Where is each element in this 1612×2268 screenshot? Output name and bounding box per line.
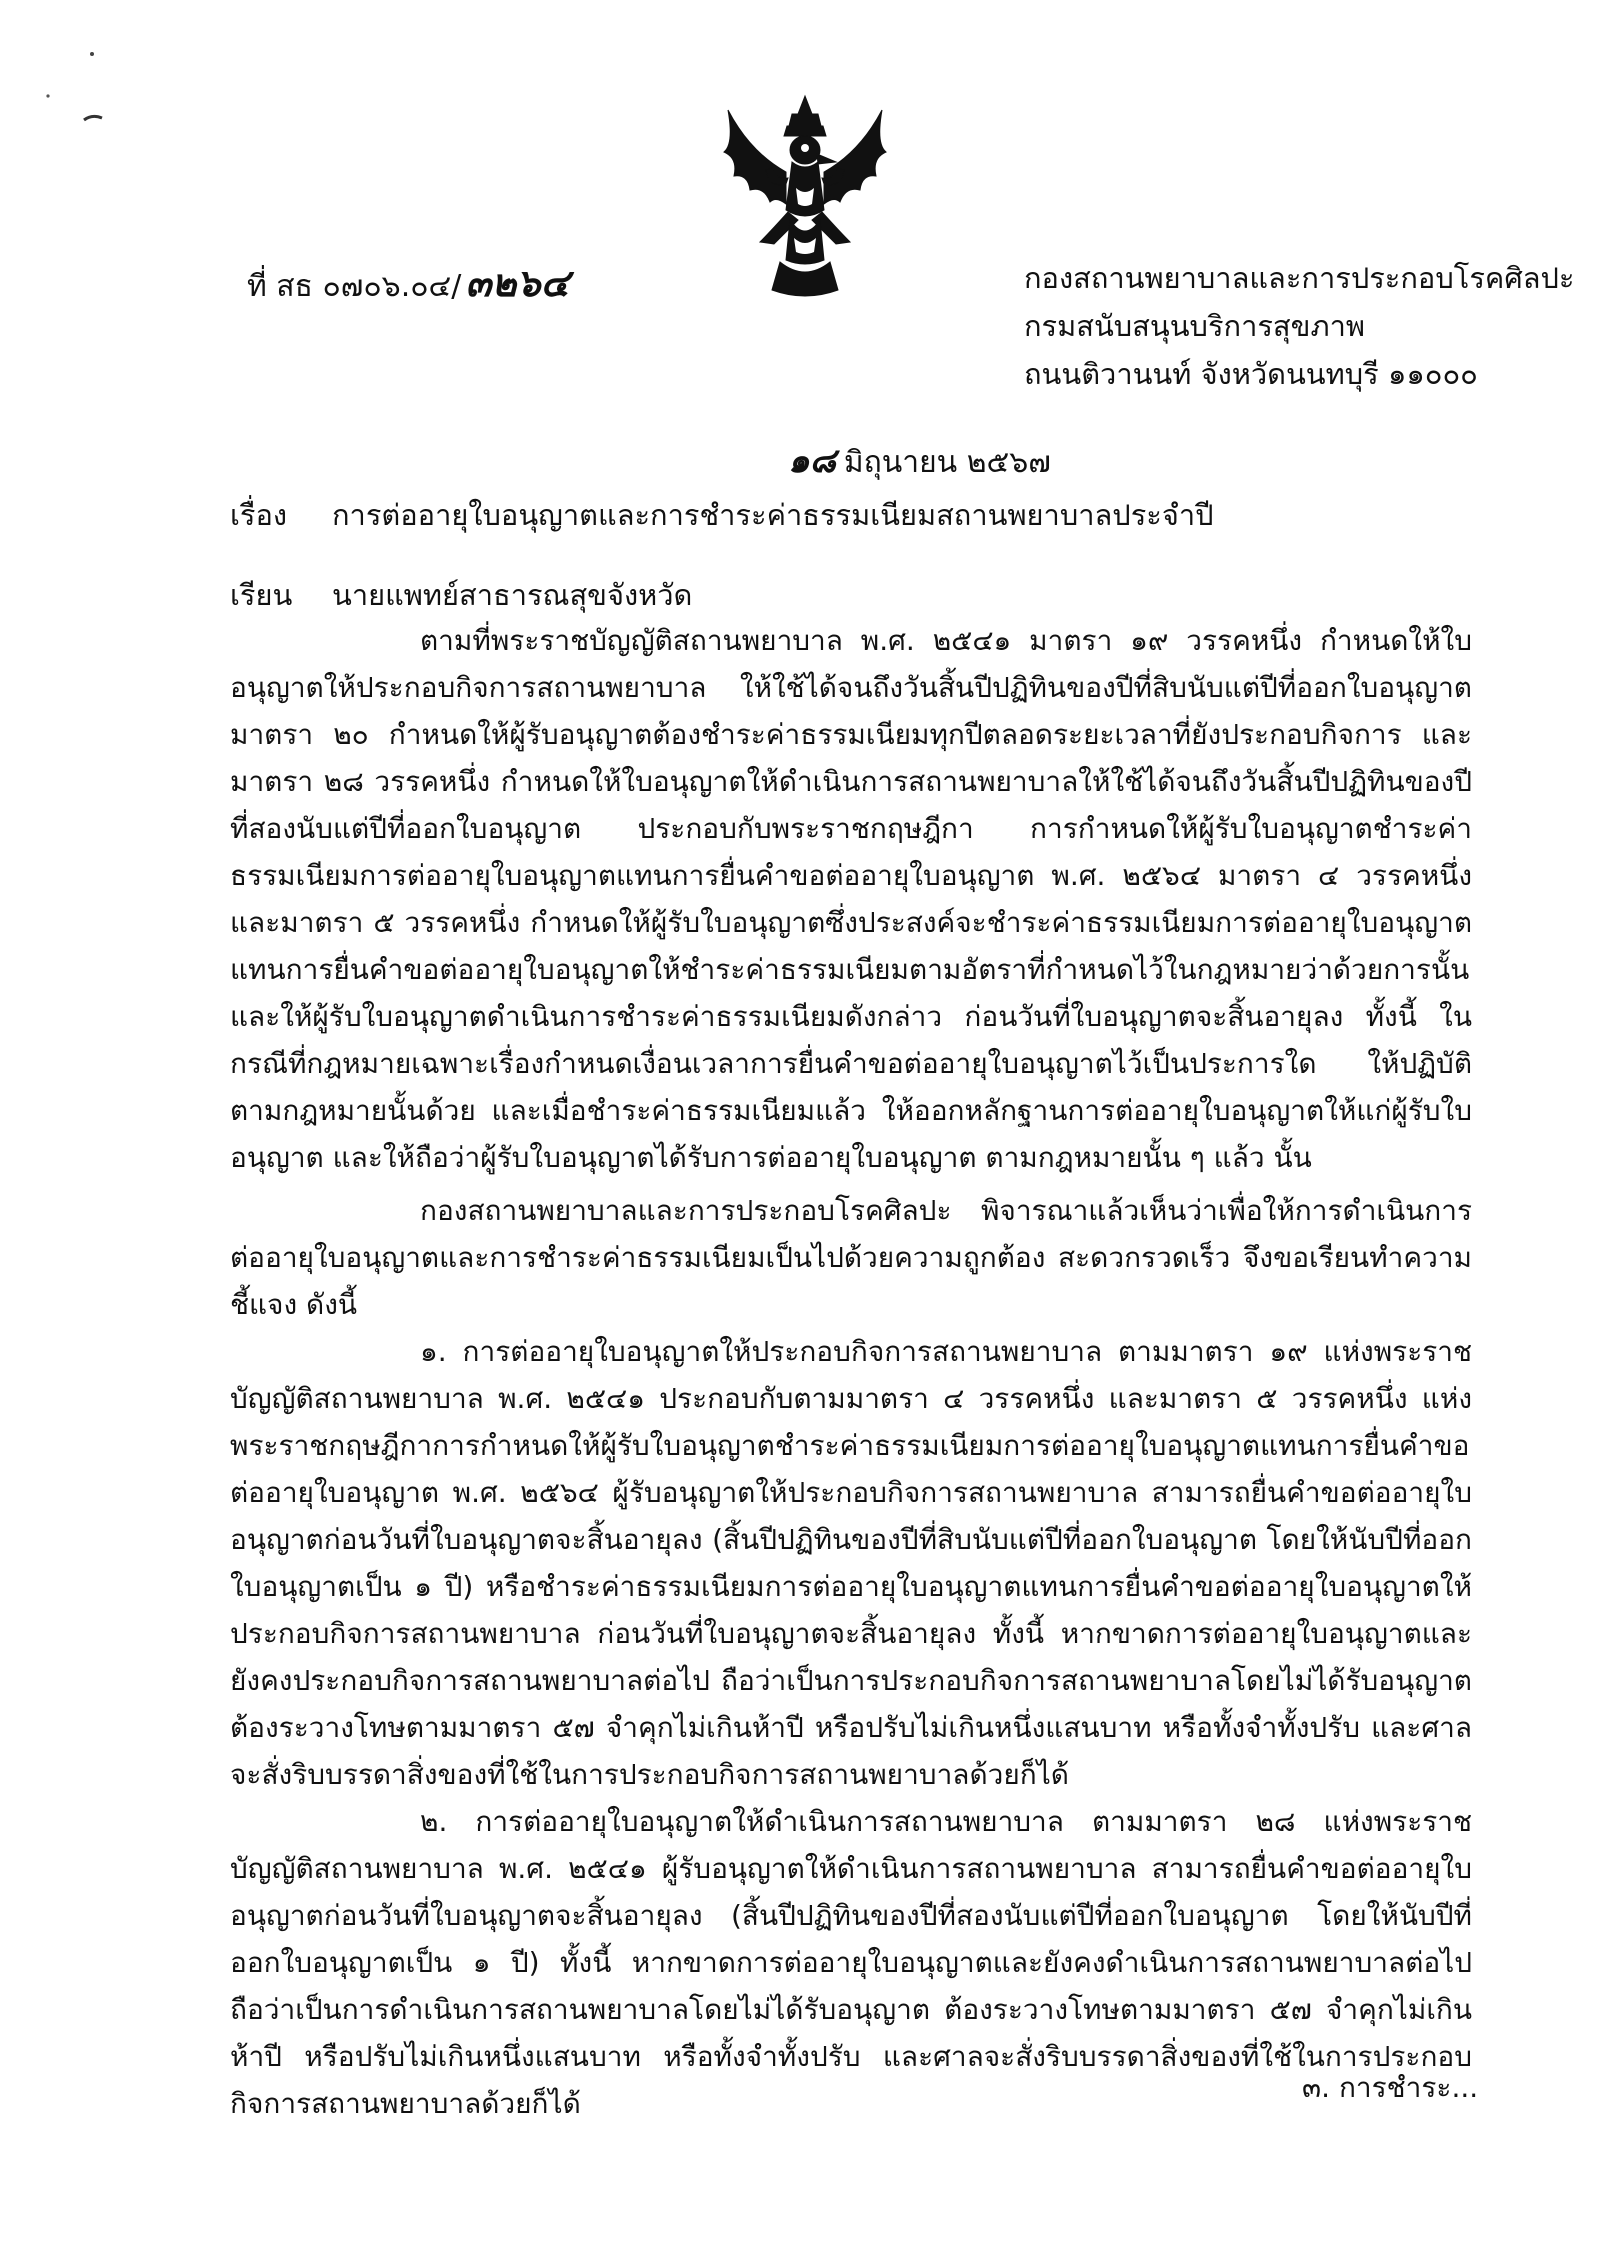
- salutation-text: นายแพทย์สาธารณสุขจังหวัด: [332, 578, 693, 612]
- letter-date: [788, 433, 1051, 487]
- agency-line: ถนนติวานนท์ จังหวัดนนทบุรี ๑๑๐๐๐: [1024, 357, 1478, 391]
- body-section-1: [230, 617, 1472, 1181]
- subject-text: การต่ออายุใบอนุญาตและการชำระค่าธรรมเนียมสถานพยาบาลประจำปี: [332, 498, 1214, 532]
- subject-line: [230, 492, 1214, 538]
- salutation-line: [230, 572, 692, 618]
- salutation-label: เรียน: [230, 578, 293, 612]
- body-paragraph: กองสถานพยาบาลและการประกอบโรคศิลปะ พิจารณาแล้วเห็นว่าเพื่อให้การดำเนินการต่ออายุใบอนุญาตและการชำระค่าธรรมเนียมเป็นไปด้วยความถูกต้อง สะดวกรวดเร็ว จึงขอเรียนทำความชี้แจง ดังนี้: [230, 1194, 1472, 1321]
- subject-label: เรื่อง: [230, 498, 288, 532]
- agency-line: กองสถานพยาบาลและการประกอบโรคศิลปะ: [1024, 261, 1575, 295]
- continuation-marker: ๓. การชำระ...: [1302, 2071, 1479, 2104]
- body-paragraph: ๒. การต่ออายุใบอนุญาตให้ดำเนินการสถานพยาบาล ตามมาตรา ๒๘ แห่งพระราชบัญญัติสถานพยาบาล พ.ศ. ๒๕๔๑ ผู้รับอนุญาตให้ดำเนินการสถานพยาบาล สามารถยื่นคำขอต่ออายุใบอนุญาตก่อนวันที่ใบอนุญาตจะสิ้นอายุลง (สิ้นปีปฏิทินของปีที่สองนับแต่ปีที่ออกใบอนุญาต โดยให้นับปีที่ออกใบอนุญาตเป็น ๑ ปี) ทั้งนี้ หากขาดการต่ออายุใบอนุญาตและยังคงดำเนินการสถานพยาบาลต่อไป ถือว่าเป็นการดำเนินการสถานพยาบาลโดยไม่ได้รับอนุญาต ต้องระวางโทษตามมาตรา ๕๗ จำคุกไม่เกินห้าปี หรือปรับไม่เกินหนึ่งแสนบาท หรือทั้งจำทั้งปรับ และศาลจะสั่งริบบรรดาสิ่งของที่ใช้ในการประกอบกิจการสถานพยาบาลด้วยก็ได้: [230, 1805, 1472, 2120]
- garuda-emblem-icon: [720, 92, 890, 302]
- agency-line: กรมสนับสนุนบริการสุขภาพ: [1024, 309, 1365, 343]
- reference-number: [247, 252, 569, 313]
- scan-specks: [40, 40, 130, 140]
- date-day-handwritten: ๑๘: [788, 441, 836, 481]
- body-paragraph: ตามที่พระราชบัญญัติสถานพยาบาล พ.ศ. ๒๕๔๑ มาตรา ๑๙ วรรคหนึ่ง กำหนดให้ใบอนุญาตให้ประกอบกิจการสถานพยาบาล ให้ใช้ได้จนถึงวันสิ้นปีปฏิทินของปีที่สิบนับแต่ปีที่ออกใบอนุญาต มาตรา ๒๐ กำหนดให้ผู้รับอนุญาตต้องชำระค่าธรรมเนียมทุกปีตลอดระยะเวลาที่ยังประกอบกิจการ และมาตรา ๒๘ วรรคหนึ่ง กำหนดให้ใบอนุญาตให้ดำเนินการสถานพยาบาลให้ใช้ได้จนถึงวันสิ้นปีปฏิทินของปีที่สองนับแต่ปีที่ออกใบอนุญาต ประกอบกับพระราชกฤษฎีกา การกำหนดให้ผู้รับใบอนุญาตชำระค่าธรรมเนียมการต่ออายุใบอนุญาตแทนการยื่นคำขอต่ออายุใบอนุญาต พ.ศ. ๒๕๖๔ มาตรา ๔ วรรคหนึ่ง และมาตรา ๕ วรรคหนึ่ง กำหนดให้ผู้รับใบอนุญาตซึ่งประสงค์จะชำระค่าธรรมเนียมการต่ออายุใบอนุญาตแทนการยื่นคำขอต่ออายุใบอนุญาตให้ชำระค่าธรรมเนียมตามอัตราที่กำหนดไว้ในกฎหมายว่าด้วยการนั้น และให้ผู้รับใบอนุญาตดำเนินการชำระค่าธรรมเนียมดังกล่าว ก่อนวันที่ใบอนุญาตจะสิ้นอายุลง ทั้งนี้ ในกรณีที่กฎหมายเฉพาะเรื่องกำหนดเงื่อนเวลาการยื่นคำขอต่ออายุใบอนุญาตไว้เป็นประการใด ให้ปฏิบัติตามกฎหมายนั้นด้วย และเมื่อชำระค่าธรรมเนียมแล้ว ให้ออกหลักฐานการต่ออายุใบอนุญาตให้แก่ผู้รับใบอนุญาต และให้ถือว่าผู้รับใบอนุญาตได้รับการต่ออายุใบอนุญาต ตามกฎหมายนั้น ๆ แล้ว นั้น: [230, 624, 1472, 1174]
- body-section-2: [230, 1187, 1472, 2127]
- body-paragraph: ๑. การต่ออายุใบอนุญาตให้ประกอบกิจการสถานพยาบาล ตามมาตรา ๑๙ แห่งพระราชบัญญัติสถานพยาบาล พ.ศ. ๒๕๔๑ ประกอบกับตามมาตรา ๔ วรรคหนึ่ง และมาตรา ๕ วรรคหนึ่ง แห่งพระราชกฤษฎีกาการกำหนดให้ผู้รับใบอนุญาตชำระค่าธรรมเนียมการต่ออายุใบอนุญาตแทนการยื่นคำขอต่ออายุใบอนุญาต พ.ศ. ๒๕๖๔ ผู้รับอนุญาตให้ประกอบกิจการสถานพยาบาล สามารถยื่นคำขอต่ออายุใบอนุญาตก่อนวันที่ใบอนุญาตจะสิ้นอายุลง (สิ้นปีปฏิทินของปีที่สิบนับแต่ปีที่ออกใบอนุญาต โดยให้นับปีที่ออกใบอนุญาตเป็น ๑ ปี) หรือชำระค่าธรรมเนียมการต่ออายุใบอนุญาตแทนการยื่นคำขอต่ออายุใบอนุญาตให้ประกอบกิจการสถานพยาบาล ก่อนวันที่ใบอนุญาตจะสิ้นอายุลง ทั้งนี้ หากขาดการต่ออายุใบอนุญาตและยังคงประกอบกิจการสถานพยาบาลต่อไป ถือว่าเป็นการประกอบกิจการสถานพยาบาลโดยไม่ได้รับอนุญาต ต้องระวางโทษตามมาตรา ๕๗ จำคุกไม่เกินห้าปี หรือปรับไม่เกินหนึ่งแสนบาท หรือทั้งจำทั้งปรับ และศาลจะสั่งริบบรรดาสิ่งของที่ใช้ในการประกอบกิจการสถานพยาบาลด้วยก็ได้: [230, 1335, 1472, 1791]
- reference-handwritten-number: ๓๒๖๔: [465, 260, 570, 305]
- agency-address: [1024, 254, 1574, 398]
- reference-label: ที่ สธ ๐๗๐๖.๐๔/: [247, 269, 462, 304]
- date-month-year: มิถุนายน ๒๕๖๗: [843, 445, 1051, 480]
